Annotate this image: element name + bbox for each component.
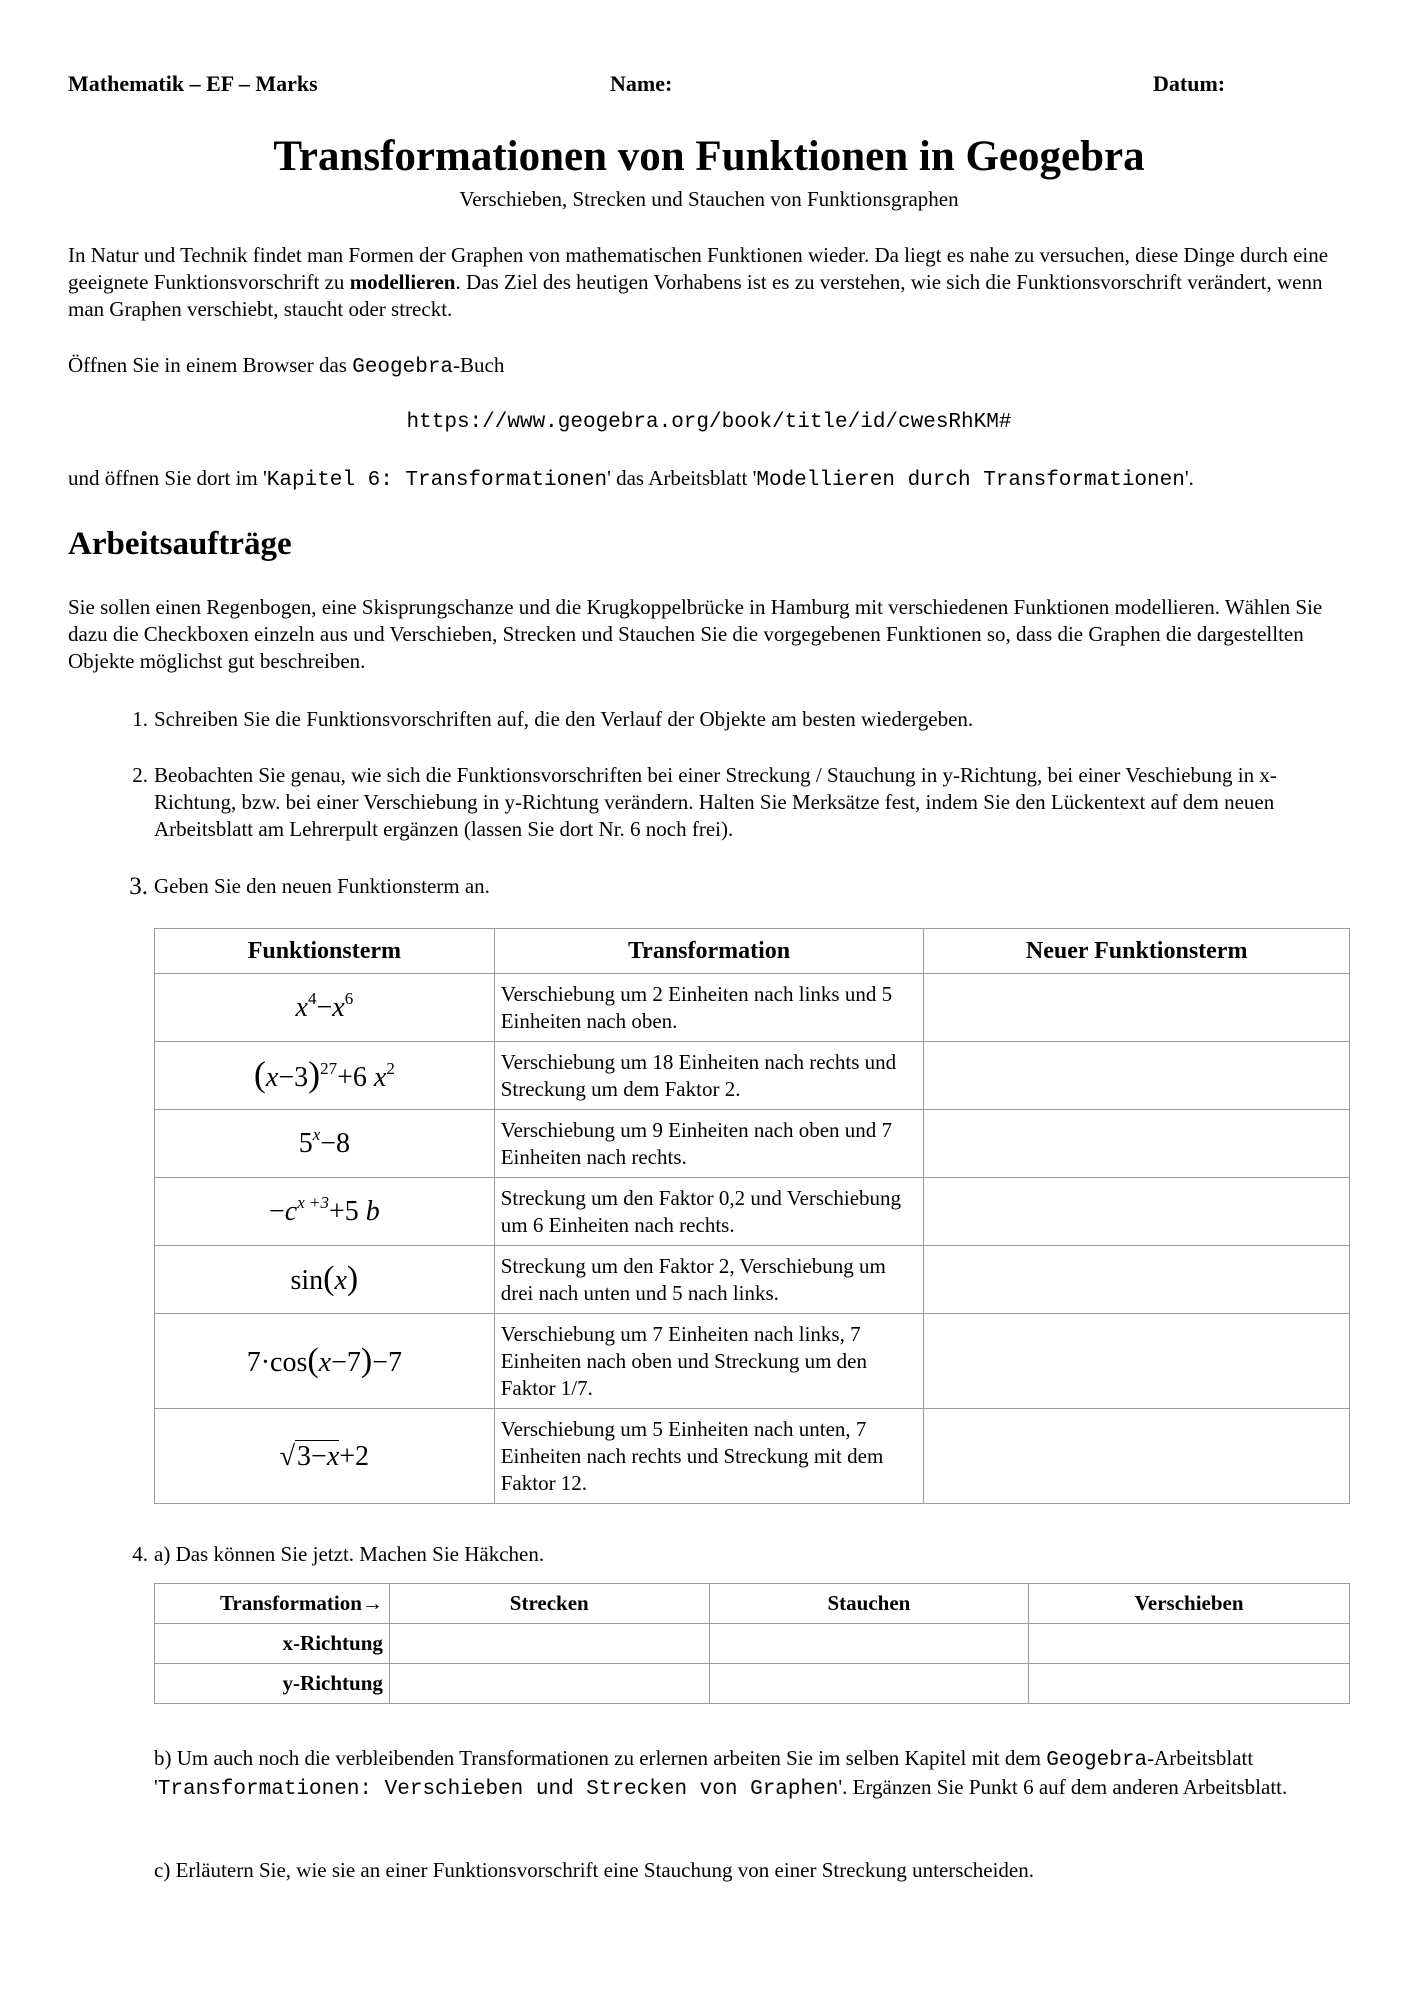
open-chapter-line — [68, 465, 1350, 494]
new-term-cell[interactable] — [924, 1110, 1350, 1178]
new-term-cell[interactable] — [924, 1246, 1350, 1314]
table-row — [155, 1624, 1350, 1664]
table-header-row — [155, 929, 1350, 974]
open-geogebra: Geogebra — [352, 356, 454, 379]
new-term-cell[interactable] — [924, 1409, 1350, 1504]
intro-text-2: . Das Ziel des heutigen Vorhabens ist es zu verstehen, wie sich die Funktionsvorschrift verändert, wenn man Graphen verschiebt, staucht oder streckt. — [68, 270, 1323, 321]
checklist-table — [154, 1583, 1350, 1704]
task-number: 2. — [132, 763, 148, 787]
new-term-cell[interactable] — [924, 1042, 1350, 1110]
check-cell[interactable] — [1029, 1664, 1350, 1704]
table-row — [155, 1178, 1350, 1246]
chapter-text-c: '. — [1184, 466, 1194, 490]
corner-header: Transformation→ — [155, 1584, 390, 1624]
check-cell[interactable] — [1029, 1624, 1350, 1664]
function-term: $x^4-x^6$ — [155, 974, 495, 1042]
chapter-text-b: ' das Arbeitsblatt ' — [607, 466, 757, 490]
new-term-cell[interactable] — [924, 1178, 1350, 1246]
table-row — [155, 1110, 1350, 1178]
transformation-cell: Streckung um den Faktor 0,2 und Verschiebung um 6 Einheiten nach rechts. — [494, 1178, 924, 1246]
table-header-row — [155, 1584, 1350, 1624]
check-cell[interactable] — [389, 1624, 709, 1664]
column-header: Neuer Funktionsterm — [924, 929, 1350, 974]
task-text: Geben Sie den neuen Funktionsterm an. — [154, 874, 490, 898]
chapter-name: Kapitel 6: Transformationen — [266, 469, 608, 492]
intro-bold: modellieren — [349, 270, 456, 294]
header-course: Mathematik – EF – Marks — [68, 71, 318, 96]
table-row — [155, 1042, 1350, 1110]
transformation-cell: Verschiebung um 2 Einheiten nach links und 5 Einheiten nach oben. — [494, 974, 924, 1042]
header-name: Name: — [610, 71, 673, 96]
table-row — [155, 974, 1350, 1042]
transformation-cell: Streckung um den Faktor 2, Verschiebung um drei nach unten und 5 nach links. — [494, 1246, 924, 1314]
open-prefix: Öffnen Sie in einem Browser das — [68, 353, 353, 377]
header — [68, 70, 1350, 100]
section-intro: Sie sollen einen Regenbogen, eine Skisprungschanze und die Krugkoppelbrücke in Hamburg mit verschiedenen Funktionen modellieren. Wählen Sie dazu die Checkboxen einzeln aus und Verschieben, Strecken und Stauchen Sie die vorgegebenen Funktionen so, dass die Graphen die dargestellten Objekte möglichst gut beschreiben. — [68, 595, 1323, 673]
intro-paragraph — [68, 242, 1350, 323]
task-4c-text: c) Erläutern Sie, wie sie an einer Funktionsvorschrift eine Stauchung von einer Streckung unterscheiden. — [154, 1858, 1034, 1882]
function-term: sin(x) — [155, 1246, 495, 1314]
transformation-cell: Verschiebung um 7 Einheiten nach links, 7 Einheiten nach oben und Streckung um den Faktor 1/7. — [494, 1314, 924, 1409]
check-cell[interactable] — [709, 1664, 1029, 1704]
new-term-cell[interactable] — [924, 974, 1350, 1042]
task-number: 4. — [132, 1542, 148, 1566]
page-title: Transformationen von Funktionen in Geogebra — [273, 133, 1145, 180]
table-row — [155, 1246, 1350, 1314]
check-cell[interactable] — [709, 1624, 1029, 1664]
worksheet-name: Modellieren durch Transformationen — [756, 469, 1185, 492]
transformation-cell: Verschiebung um 9 Einheiten nach oben und 7 Einheiten nach rechts. — [494, 1110, 924, 1178]
transformation-cell: Verschiebung um 18 Einheiten nach rechts und Streckung um dem Faktor 2. — [494, 1042, 924, 1110]
open-suffix: -Buch — [453, 353, 505, 377]
chapter-text-a: und öffnen Sie dort im ' — [68, 466, 267, 490]
table-row — [155, 1664, 1350, 1704]
column-header: Strecken — [389, 1584, 709, 1624]
function-term: $5^x-8$ — [155, 1110, 495, 1178]
column-header: Transformation — [494, 929, 924, 974]
section-title: Arbeitsaufträge — [68, 526, 292, 562]
page-subtitle: Verschieben, Strecken und Stauchen von Funktionsgraphen — [459, 187, 959, 211]
task-text: a) Das können Sie jetzt. Machen Sie Häkchen. — [154, 1542, 545, 1566]
task-text: Schreiben Sie die Funktionsvorschriften auf, die den Verlauf der Objekte am besten wiedergeben. — [154, 707, 974, 731]
row-label: x-Richtung — [155, 1624, 390, 1664]
table-row — [155, 1409, 1350, 1504]
table-row — [155, 1314, 1350, 1409]
intro-text-1: In Natur und Technik findet man Formen der Graphen von mathematischen Funktionen wieder. Da liegt es nahe zu versuchen, diese Dinge durch eine geeignete Funktionsvorschrift zu — [68, 243, 1329, 294]
task-number: 1. — [132, 707, 148, 731]
check-cell[interactable] — [389, 1664, 709, 1704]
row-label: y-Richtung — [155, 1664, 390, 1704]
function-term: $-c^{x +3}+5$ b — [155, 1178, 495, 1246]
task-text: Beobachten Sie genau, wie sich die Funktionsvorschriften bei einer Streckung / Stauchung in y-Richtung, bei einer Veschiebung in x-Richtung, bzw. bei einer Verschiebung in y-Richtung verändern. Halten Sie Merksätze fest, indem Sie den Lückentext auf dem neuen Arbeitsblatt am Lehrerpult ergänzen (lassen Sie dort Nr. 6 noch frei). — [154, 763, 1277, 841]
task-4b-text: b) Um auch noch die verbleibenden Transformationen zu erlernen arbeiten Sie im selben Kapitel mit dem Geogebra-Arbeitsblatt 'Transformationen: Verschieben und Strecken von Graphen'. Ergänzen Sie Punkt 6 auf dem anderen Arbeitsblatt. — [154, 1746, 1288, 1801]
function-term: 7·cos(x−7)−7 — [155, 1314, 495, 1409]
column-header: Funktionsterm — [155, 929, 495, 974]
new-term-cell[interactable] — [924, 1314, 1350, 1409]
book-url[interactable]: https://www.geogebra.org/book/title/id/cwesRhKM# — [406, 411, 1012, 434]
header-date: Datum: — [1153, 71, 1226, 96]
function-term: $(x-3)^{27}+6$ $x^2$ — [155, 1042, 495, 1110]
transformation-cell: Verschiebung um 5 Einheiten nach unten, 7 Einheiten nach rechts und Streckung mit dem Faktor 12. — [494, 1409, 924, 1504]
task-number: 3. — [129, 873, 148, 900]
transformation-table — [154, 928, 1350, 1504]
function-term: √3−x+2 — [155, 1409, 495, 1504]
column-header: Stauchen — [709, 1584, 1029, 1624]
open-instruction — [68, 352, 1350, 381]
column-header: Verschieben — [1029, 1584, 1350, 1624]
